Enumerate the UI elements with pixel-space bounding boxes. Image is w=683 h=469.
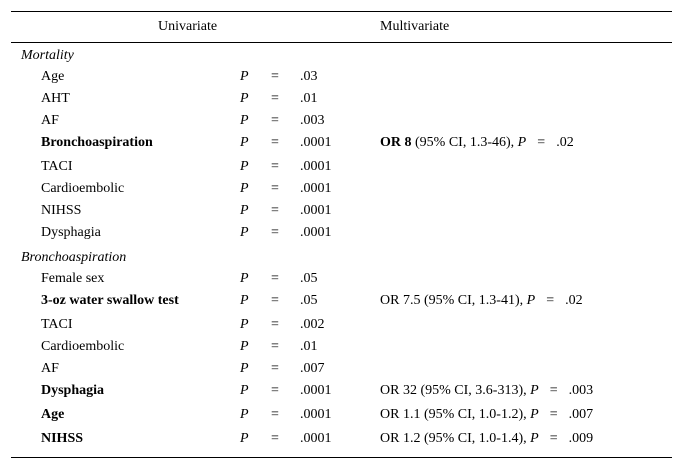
table-row [11, 406, 672, 424]
table-row [11, 90, 672, 108]
odds-ratio: OR 7.5 [380, 293, 421, 308]
p-symbol: P [240, 407, 249, 422]
equals-sign: = [271, 181, 279, 196]
variable-label: AF [41, 113, 59, 128]
table-row [11, 360, 672, 378]
confidence-interval: (95% CI, 1.3-46), [411, 135, 518, 150]
p-symbol: P [240, 431, 249, 446]
multi-p-value: .02 [556, 135, 574, 150]
p-value: .01 [300, 91, 318, 106]
variable-label: Age [41, 69, 65, 84]
variable-label: Age [41, 407, 65, 422]
multi-p-value: .009 [568, 431, 594, 446]
multi-equals-sign: = [546, 293, 555, 308]
equals-sign: = [271, 361, 279, 376]
multi-p-symbol: P [530, 407, 539, 422]
multivariate-result [380, 292, 583, 310]
p-value: .0001 [300, 383, 332, 398]
p-value: .0001 [300, 407, 332, 422]
p-symbol: P [240, 69, 249, 84]
table-row [11, 270, 672, 288]
multi-p-value: .007 [568, 407, 594, 422]
variable-label: TACI [41, 317, 73, 332]
odds-ratio: OR 1.1 [380, 407, 421, 422]
p-value: .007 [300, 361, 325, 376]
multivariate-result [380, 430, 593, 448]
equals-sign: = [271, 91, 279, 106]
p-symbol: P [240, 317, 249, 332]
variable-label: NIHSS [41, 203, 82, 218]
odds-ratio: OR 8 [380, 135, 412, 150]
confidence-interval: (95% CI, 1.3-41), [420, 293, 527, 308]
p-symbol: P [240, 361, 249, 376]
section-title: Bronchoaspiration [21, 250, 127, 265]
p-value: .0001 [300, 159, 332, 174]
multi-p-symbol: P [517, 135, 527, 150]
confidence-interval: (95% CI, 3.6-313), [416, 383, 531, 398]
table-row [11, 430, 672, 448]
variable-label: Dysphagia [41, 383, 105, 398]
p-symbol: P [240, 181, 249, 196]
equals-sign: = [271, 225, 279, 240]
p-symbol: P [240, 135, 249, 150]
p-symbol: P [240, 271, 249, 286]
odds-ratio: OR 1.2 [380, 431, 421, 446]
equals-sign: = [271, 431, 279, 446]
p-symbol: P [240, 159, 249, 174]
table-row [11, 338, 672, 356]
table-row [11, 134, 672, 152]
p-value: .0001 [300, 225, 332, 240]
equals-sign: = [271, 271, 279, 286]
confidence-interval: (95% CI, 1.0-1.4), [420, 431, 531, 446]
p-symbol: P [240, 339, 249, 354]
multivariate-result [380, 382, 593, 400]
table-row [11, 112, 672, 130]
p-symbol: P [240, 383, 249, 398]
table-header-rule [11, 42, 672, 43]
variable-label: NIHSS [41, 431, 84, 446]
multi-p-value: .003 [568, 383, 594, 398]
variable-label: Cardioembolic [41, 339, 125, 354]
header-multivariate: Multivariate [380, 19, 450, 34]
multivariate-result [380, 134, 574, 152]
p-symbol: P [240, 113, 249, 128]
equals-sign: = [271, 293, 279, 308]
table-top-rule [11, 11, 672, 12]
p-symbol: P [240, 225, 249, 240]
multivariate-result [380, 406, 593, 424]
equals-sign: = [271, 113, 279, 128]
p-value: .0001 [300, 203, 332, 218]
table-row [11, 224, 672, 242]
multi-p-symbol: P [526, 293, 536, 308]
table-row [11, 292, 672, 310]
multi-p-value: .02 [565, 293, 583, 308]
variable-label: Dysphagia [41, 225, 101, 240]
p-symbol: P [240, 203, 249, 218]
equals-sign: = [271, 407, 279, 422]
table-row [11, 68, 672, 86]
multi-equals-sign: = [537, 135, 546, 150]
p-value: .0001 [300, 431, 332, 446]
variable-label: Cardioembolic [41, 181, 125, 196]
equals-sign: = [271, 383, 279, 398]
header-univariate: Univariate [158, 19, 218, 34]
odds-ratio: OR 32 [380, 383, 417, 398]
p-value: .003 [300, 113, 325, 128]
table-row [11, 180, 672, 198]
p-value: .002 [300, 317, 325, 332]
p-value: .05 [300, 271, 318, 286]
p-symbol: P [240, 293, 249, 308]
variable-label: TACI [41, 159, 73, 174]
equals-sign: = [271, 203, 279, 218]
equals-sign: = [271, 159, 279, 174]
section-title: Mortality [21, 48, 74, 63]
equals-sign: = [271, 339, 279, 354]
variable-label: Female sex [41, 271, 105, 286]
table-row [11, 202, 672, 220]
variable-label: AF [41, 361, 59, 376]
p-symbol: P [240, 91, 249, 106]
variable-label: Bronchoaspiration [41, 135, 153, 150]
multi-equals-sign: = [549, 431, 558, 446]
variable-label: 3-oz water swallow test [41, 293, 179, 308]
multi-equals-sign: = [549, 383, 558, 398]
table-row [11, 316, 672, 334]
equals-sign: = [271, 317, 279, 332]
multi-equals-sign: = [549, 407, 558, 422]
table-bottom-rule [11, 457, 672, 458]
p-value: .01 [300, 339, 318, 354]
multi-p-symbol: P [530, 383, 539, 398]
multi-p-symbol: P [530, 431, 539, 446]
p-value: .0001 [300, 135, 332, 150]
confidence-interval: (95% CI, 1.0-1.2), [420, 407, 531, 422]
variable-label: AHT [41, 91, 70, 106]
equals-sign: = [271, 135, 279, 150]
table-row [11, 158, 672, 176]
p-value: .0001 [300, 181, 332, 196]
table-row [11, 382, 672, 400]
p-value: .05 [300, 293, 318, 308]
equals-sign: = [271, 69, 279, 84]
p-value: .03 [300, 69, 318, 84]
